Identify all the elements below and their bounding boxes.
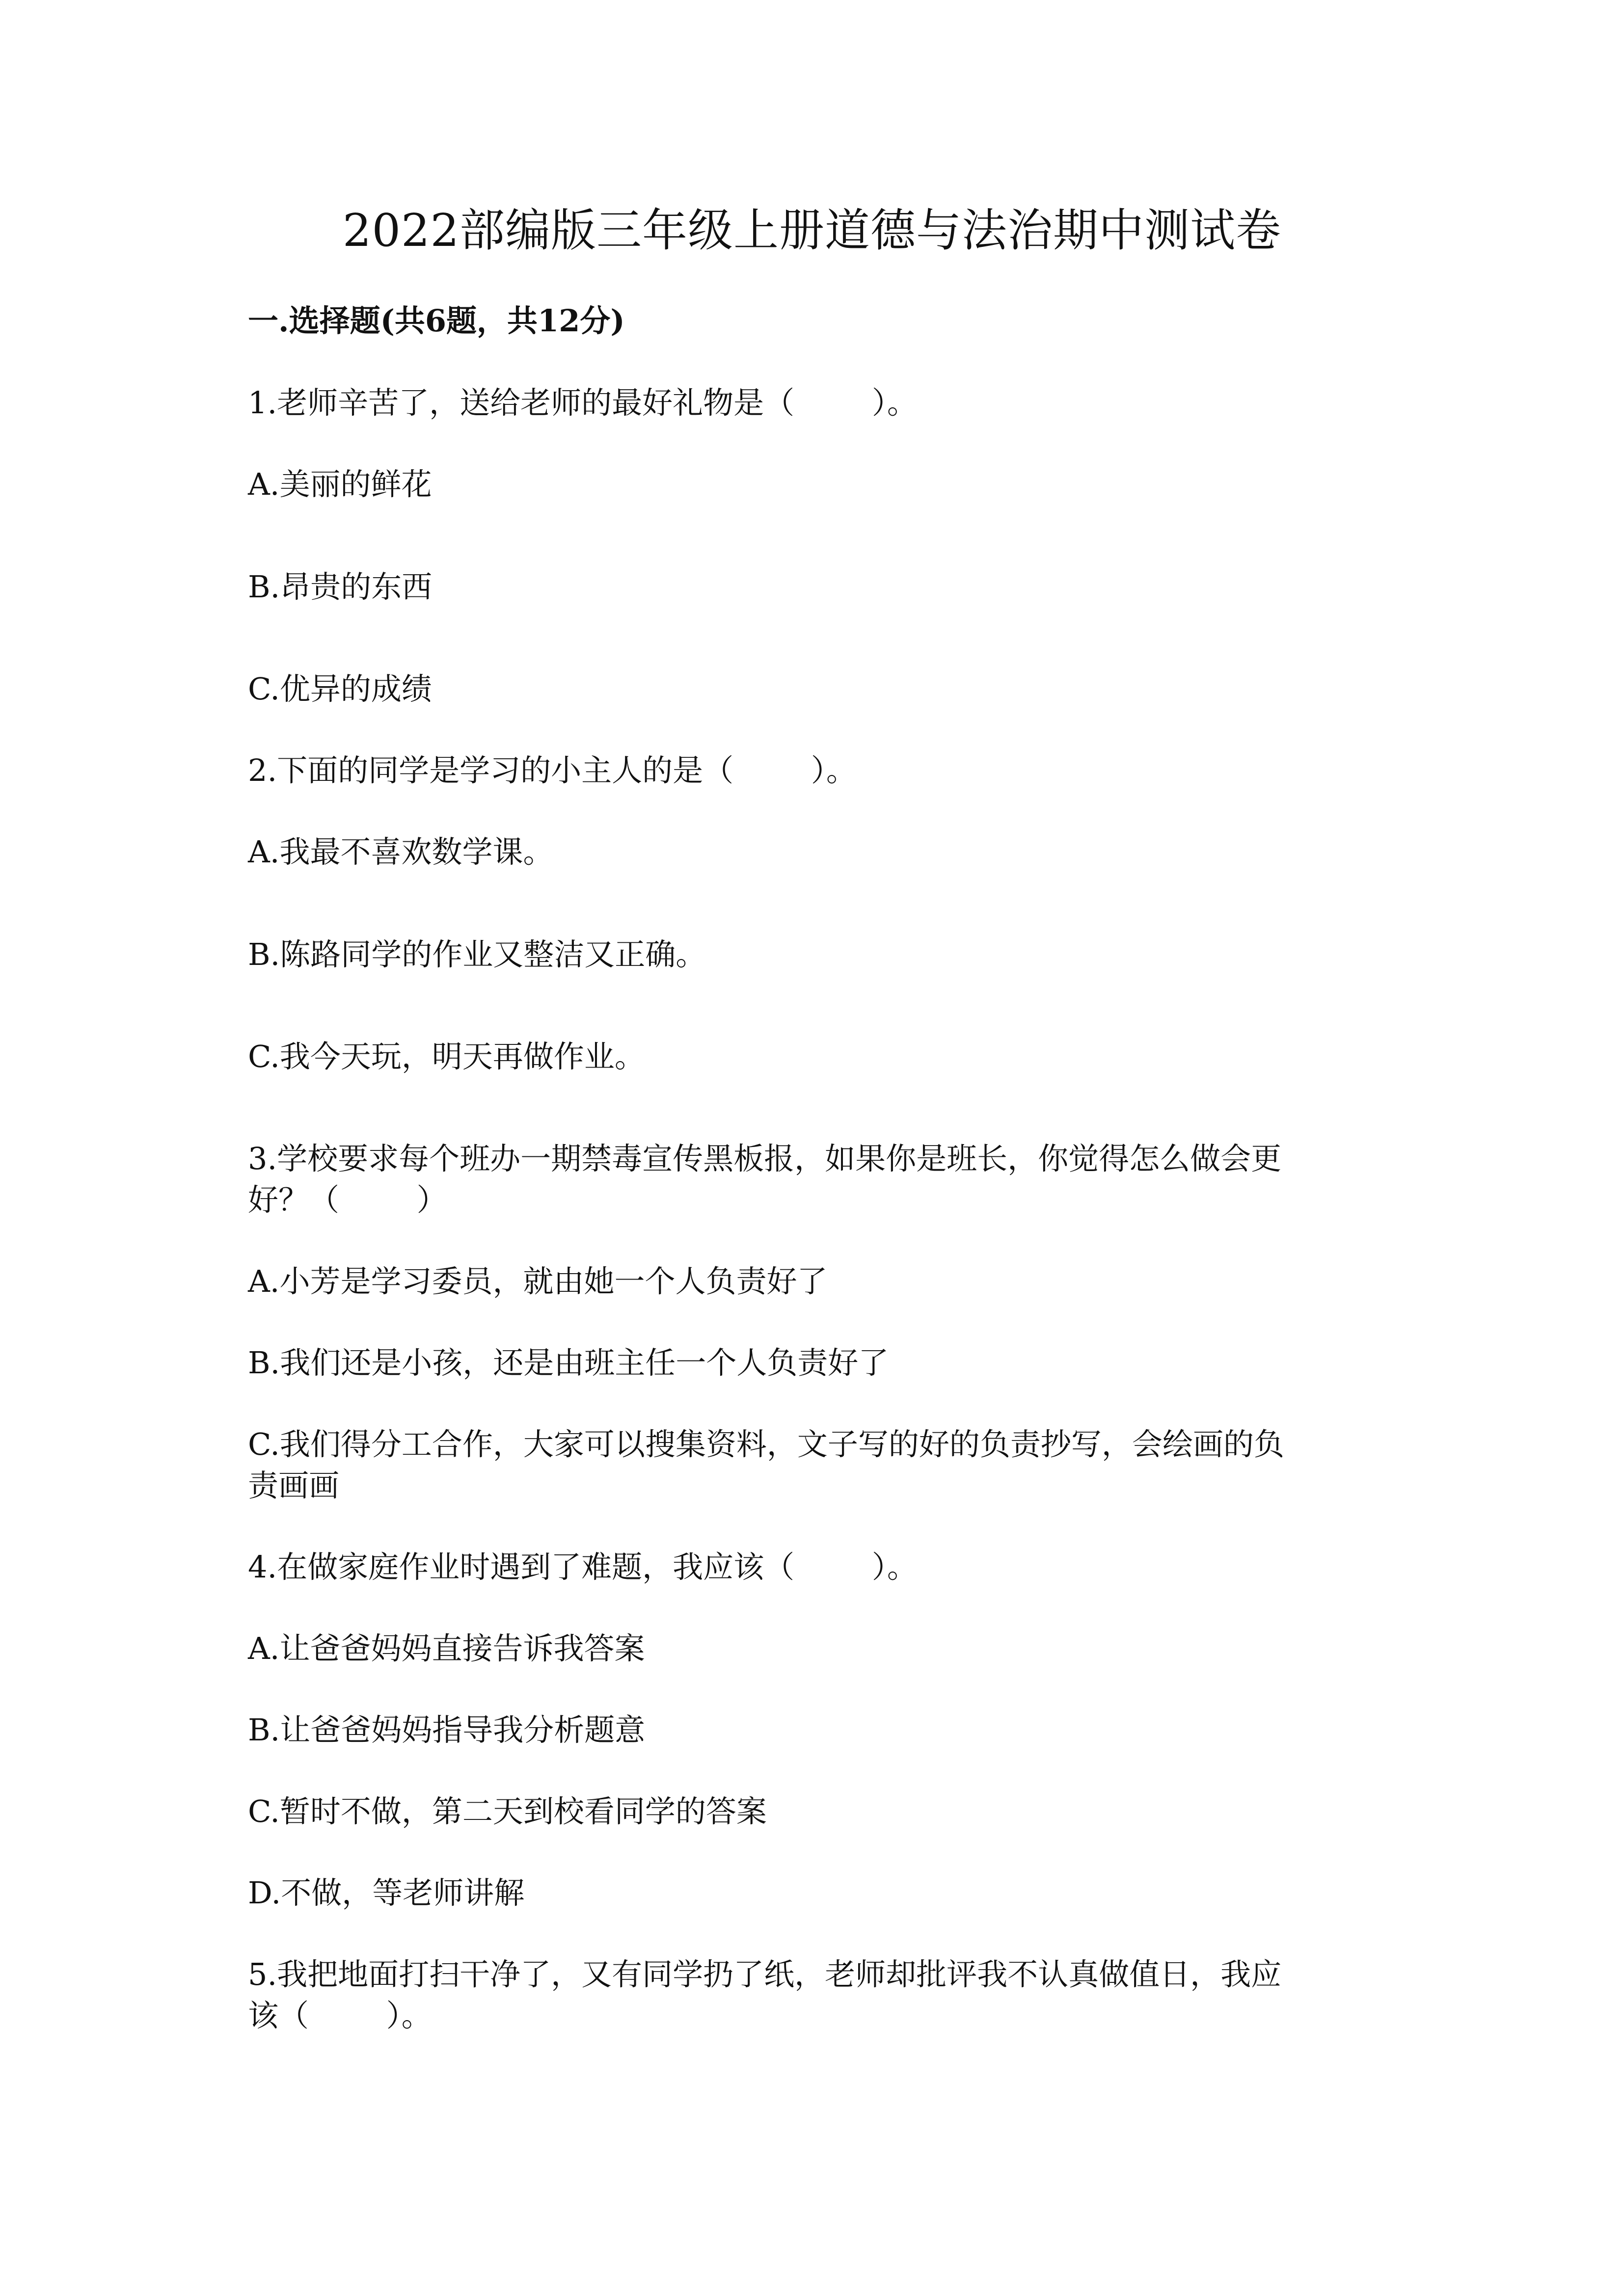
question-3-option-a: A.小芳是学习委员，就由她一个人负责好了 — [248, 1263, 828, 1299]
question-2-option-a: A.我最不喜欢数学课。 — [248, 834, 554, 870]
question-3-option-b: B.我们还是小孩，还是由班主任一个人负责好了 — [248, 1345, 889, 1381]
section-heading: 一.选择题(共6题，共12分) — [248, 303, 625, 339]
question-1-option-c: C.优异的成绩 — [248, 671, 432, 707]
question-3-option-c-line-2: 责画画 — [248, 1468, 340, 1503]
question-3-stem-line-2: 好？（ ） — [248, 1182, 447, 1218]
question-5-stem-line-1: 5.我把地面打扫干净了，又有同学扔了纸，老师却批评我不认真做值日，我应 — [248, 1956, 1282, 1992]
question-1-stem: 1.老师辛苦了，送给老师的最好礼物是（ ）。 — [248, 385, 918, 421]
question-4-stem: 4.在做家庭作业时遇到了难题，我应该（ ）。 — [248, 1549, 918, 1585]
exam-title: 2022部编版三年级上册道德与法治期中测试卷 — [342, 204, 1282, 257]
question-1-option-b: B.昂贵的东西 — [248, 569, 433, 605]
question-2-option-b: B.陈路同学的作业又整洁又正确。 — [248, 936, 706, 972]
question-4-option-b: B.让爸爸妈妈指导我分析题意 — [248, 1712, 646, 1748]
question-5-stem-line-2: 该（ ）。 — [248, 1998, 432, 2033]
question-2-option-c: C.我今天玩，明天再做作业。 — [248, 1039, 645, 1074]
question-3-stem-line-1: 3.学校要求每个班办一期禁毒宣传黑板报，如果你是班长，你觉得怎么做会更 — [248, 1141, 1282, 1176]
question-4-option-d: D.不做，等老师讲解 — [248, 1875, 525, 1911]
question-4-option-a: A.让爸爸妈妈直接告诉我答案 — [248, 1630, 645, 1666]
question-2-stem: 2.下面的同学是学习的小主人的是（ ）。 — [248, 752, 857, 788]
question-3-option-c-line-1: C.我们得分工合作，大家可以搜集资料，文子写的好的负责抄写，会绘画的负 — [248, 1426, 1284, 1462]
question-4-option-c: C.暂时不做，第二天到校看同学的答案 — [248, 1793, 767, 1829]
question-1-option-a: A.美丽的鲜花 — [248, 466, 432, 502]
